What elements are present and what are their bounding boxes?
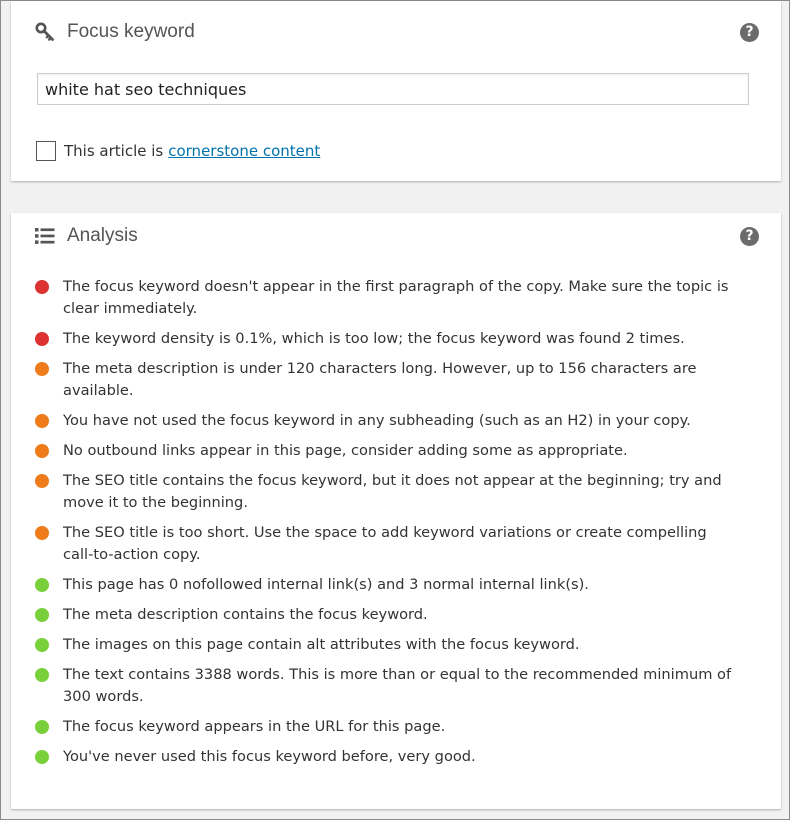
status-good-icon: [35, 608, 49, 622]
analysis-result-item: [35, 604, 735, 626]
analysis-result-item: [35, 746, 735, 768]
status-good-icon: [35, 578, 49, 592]
analysis-result-text: The SEO title is too short. Use the space to add keyword variations or create compelling call-to-action copy.: [63, 524, 707, 563]
analysis-result-item: [35, 664, 735, 708]
cornerstone-row: [36, 141, 320, 161]
analysis-result-text: The images on this page contain alt attributes with the focus keyword.: [63, 636, 580, 653]
analysis-result-text: The focus keyword appears in the URL for this page.: [63, 718, 446, 735]
analysis-panel: [11, 213, 781, 809]
analysis-result-text: No outbound links appear in this page, consider adding some as appropriate.: [63, 442, 628, 459]
status-ok-icon: [35, 474, 49, 488]
analysis-result-item: [35, 716, 735, 738]
analysis-result-item: [35, 440, 735, 462]
analysis-result-item: [35, 470, 735, 514]
analysis-result-item: [35, 276, 735, 320]
status-bad-icon: [35, 332, 49, 346]
analysis-result-item: [35, 574, 735, 596]
analysis-result-text: The focus keyword doesn't appear in the first paragraph of the copy. Make sure the topic is clear immediately.: [63, 278, 729, 317]
status-bad-icon: [35, 280, 49, 294]
status-good-icon: [35, 638, 49, 652]
analysis-title: Analysis: [67, 225, 138, 246]
status-ok-icon: [35, 444, 49, 458]
analysis-result-text: The keyword density is 0.1%, which is too low; the focus keyword was found 2 times.: [63, 330, 685, 347]
list-icon: [35, 226, 55, 246]
key-icon: [35, 22, 55, 42]
analysis-result-text: You've never used this focus keyword before, very good.: [63, 748, 476, 765]
analysis-result-text: The meta description contains the focus keyword.: [63, 606, 428, 623]
analysis-result-text: The SEO title contains the focus keyword, but it does not appear at the beginning; try and move it to the beginning.: [63, 472, 722, 511]
analysis-result-text: This page has 0 nofollowed internal link(s) and 3 normal internal link(s).: [63, 576, 589, 593]
analysis-result-text: The text contains 3388 words. This is more than or equal to the recommended minimum of 300 words.: [63, 666, 732, 705]
analysis-header: [35, 221, 759, 251]
cornerstone-checkbox[interactable]: [36, 141, 56, 161]
focus-keyword-input[interactable]: [37, 73, 749, 105]
analysis-result-text: The meta description is under 120 characters long. However, up to 156 characters are available.: [63, 360, 697, 399]
focus-keyword-header: [35, 17, 759, 47]
analysis-result-text: You have not used the focus keyword in any subheading (such as an H2) in your copy.: [63, 412, 691, 429]
status-ok-icon: [35, 414, 49, 428]
analysis-result-item: [35, 522, 735, 566]
analysis-result-item: [35, 328, 735, 350]
analysis-result-item: [35, 634, 735, 656]
cornerstone-content-link[interactable]: cornerstone content: [168, 142, 321, 160]
focus-keyword-panel: [11, 1, 781, 181]
analysis-result-item: [35, 410, 735, 432]
focus-keyword-title: Focus keyword: [67, 21, 195, 42]
status-good-icon: [35, 750, 49, 764]
analysis-result-item: [35, 358, 735, 402]
help-icon[interactable]: ?: [740, 227, 759, 246]
help-icon[interactable]: ?: [740, 23, 759, 42]
cornerstone-label: This article is: [64, 142, 164, 160]
status-good-icon: [35, 720, 49, 734]
analysis-results-list: [35, 276, 735, 776]
status-good-icon: [35, 668, 49, 682]
status-ok-icon: [35, 526, 49, 540]
status-ok-icon: [35, 362, 49, 376]
